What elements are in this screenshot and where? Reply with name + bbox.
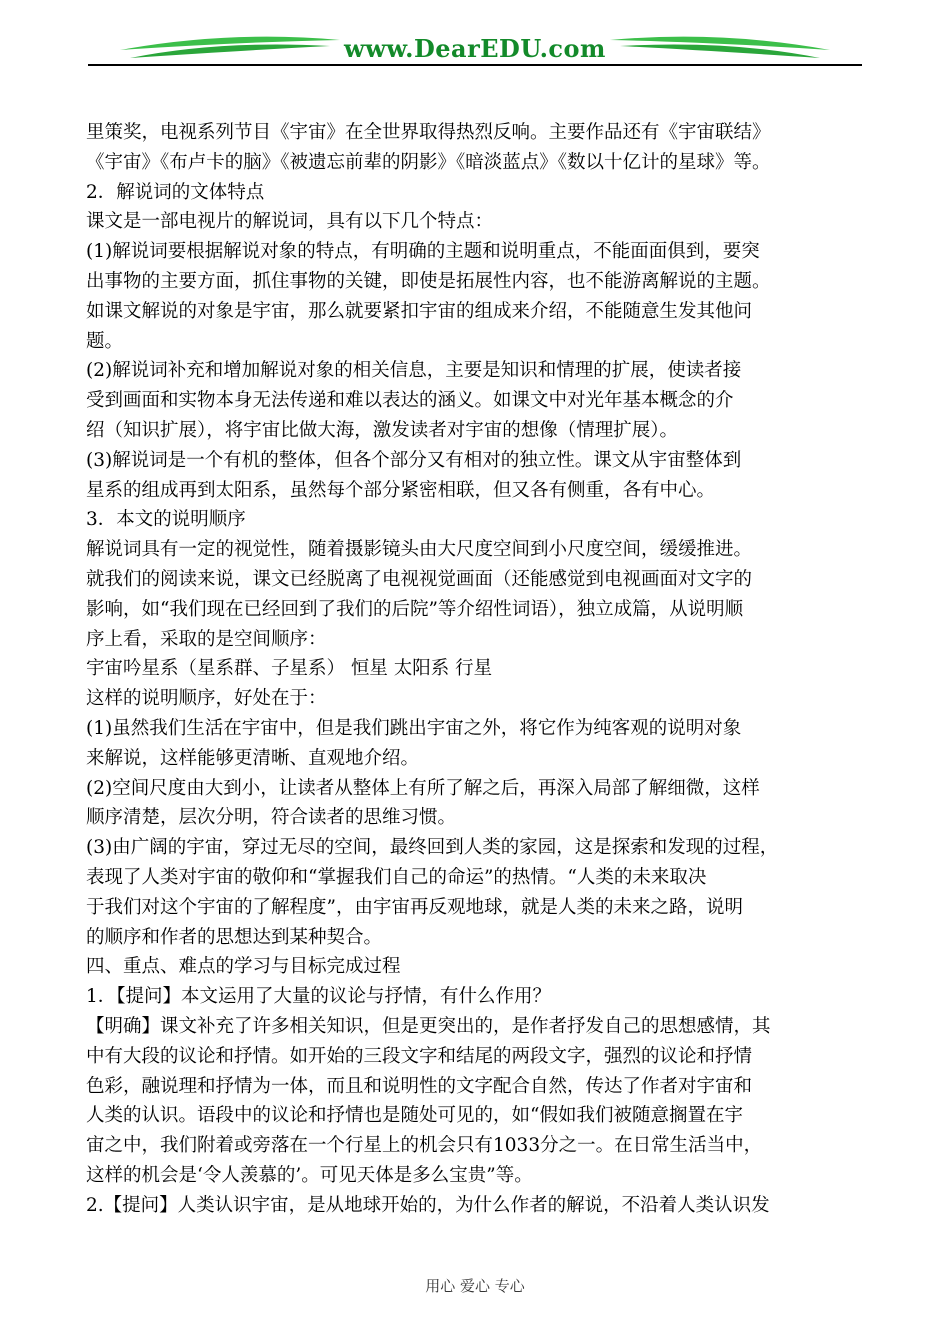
section-heading: 2．解说词的文体特点	[86, 181, 265, 203]
text-line: 绍（知识扩展），将宇宙比做大海，激发读者对宇宙的想像（情理扩展）。	[86, 419, 679, 441]
text-line: 于我们对这个宇宙的了解程度”，由宇宙再反观地球，就是人类的未来之路，说明	[86, 896, 743, 918]
text-line: (3)解说词是一个有机的整体，但各个部分又有相对的独立性。课文从宇宙整体到	[86, 449, 742, 471]
text-line: (2)解说词补充和增加解说对象的相关信息，主要是知识和情理的扩展，使读者接	[86, 360, 742, 382]
text-line: 星系的组成再到太阳系，虽然每个部分紧密相联，但又各有侧重，各有中心。	[86, 479, 716, 501]
section-heading: 3．本文的说明顺序	[86, 509, 246, 531]
text-line: 影响，如“我们现在已经回到了我们的后院”等介绍性词语），独立成篇，从说明顺	[86, 598, 744, 620]
page-footer: 用心 爱心 专心	[425, 1277, 525, 1295]
section-heading: 四、重点、难点的学习与目标完成过程	[86, 956, 401, 978]
text-line: 解说词具有一定的视觉性，随着摄影镜头由大尺度空间到小尺度空间，缓缓推进。	[86, 539, 753, 561]
text-line: 序上看，采取的是空间顺序：	[86, 628, 327, 650]
text-line: 顺序清楚，层次分明，符合读者的思维习惯。	[86, 807, 457, 829]
text-line: 《宇宙》《布卢卡的脑》《被遗忘前辈的阴影》《暗淡蓝点》《数以十亿计的星球》等。	[86, 151, 771, 173]
text-line: 1．【提问】本文运用了大量的议论与抒情，有什么作用？	[86, 986, 552, 1008]
page-header	[0, 0, 950, 80]
text-line: 这样的机会是‘令人羡慕的’。可见天体是多么宝贵”等。	[86, 1164, 533, 1186]
text-line: 的顺序和作者的思想达到某种契合。	[86, 926, 383, 948]
text-line: 出事物的主要方面，抓住事物的关键，即使是拓展性内容，也不能游离解说的主题。	[86, 270, 771, 292]
text-line: 色彩，融说理和抒情为一体，而且和说明性的文字配合自然，传达了作者对宇宙和	[86, 1075, 753, 1097]
text-line: 宇宙吟星系（星系群、子星系） 恒星 太阳系 行星	[86, 658, 493, 680]
text-line: 表现了人类对宇宙的敬仰和“掌握我们自己的命运”的热情。“人类的未来取决	[86, 866, 707, 888]
text-line: 这样的说明顺序，好处在于：	[86, 688, 327, 710]
text-line: 来解说，这样能够更清晰、直观地介绍。	[86, 747, 420, 769]
document-body	[86, 118, 876, 1220]
header-rule	[88, 64, 862, 66]
text-line: 人类的认识。语段中的议论和抒情也是随处可见的，如“假如我们被随意搁置在宇	[86, 1105, 743, 1127]
site-url[interactable]: www.DearEDU.com	[344, 34, 606, 63]
text-line: 如课文解说的对象是宇宙，那么就要紧扣宇宙的组成来介绍，不能随意生发其他问	[86, 300, 753, 322]
text-line: 宙之中，我们附着或旁落在一个行星上的机会只有1033分之一。在日常生活当中，	[86, 1135, 763, 1157]
text-line: 题。	[86, 330, 124, 352]
text-line: 受到画面和实物本身无法传递和难以表达的涵义。如课文中对光年基本概念的介	[86, 390, 734, 412]
text-line: (3)由广阔的宇宙，穿过无尽的空间，最终回到人类的家园，这是探索和发现的过程，	[86, 837, 779, 859]
text-line: 里策奖，电视系列节目《宇宙》在全世界取得热烈反响。主要作品还有《宇宙联结》	[86, 122, 771, 143]
text-line: 就我们的阅读来说，课文已经脱离了电视视觉画面（还能感觉到电视画面对文字的	[86, 568, 753, 590]
text-line: 2.【提问】人类认识宇宙，是从地球开始的，为什么作者的解说，不沿着人类认识发	[86, 1194, 770, 1216]
text-line: (2)空间尺度由大到小，让读者从整体上有所了解之后，再深入局部了解细微，这样	[86, 777, 760, 799]
text-line: 【明确】课文补充了许多相关知识，但是更突出的，是作者抒发自己的思想感情，其	[86, 1015, 771, 1037]
text-line: (1)解说词要根据解说对象的特点，有明确的主题和说明重点，不能面面俱到，要突	[86, 241, 760, 263]
text-line: 中有大段的议论和抒情。如开始的三段文字和结尾的两段文字，强烈的议论和抒情	[86, 1045, 753, 1067]
text-line: (1)虽然我们生活在宇宙中，但是我们跳出宇宙之外，将它作为纯客观的说明对象	[86, 717, 742, 739]
text-line: 课文是一部电视片的解说词，具有以下几个特点：	[86, 211, 494, 233]
